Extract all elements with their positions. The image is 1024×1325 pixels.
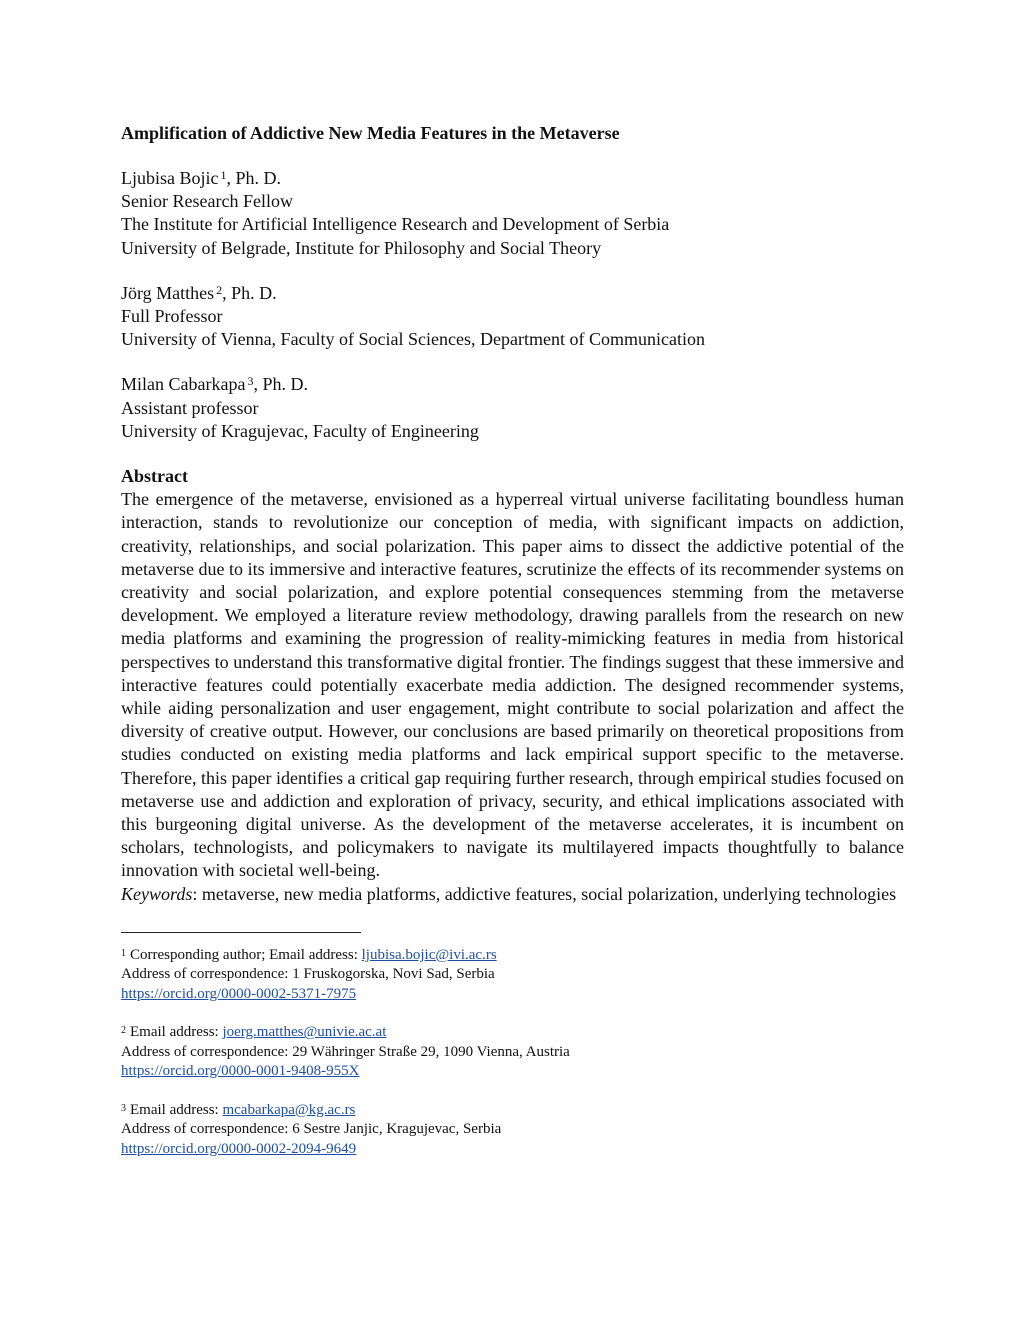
author-block <box>121 282 904 352</box>
orcid-link[interactable]: https://orcid.org/0000-0001-9408-955X <box>121 1063 360 1080</box>
author-affiliation: University of Kragujevac, Faculty of Engineering <box>121 420 479 441</box>
author-position: Assistant professor <box>121 397 259 418</box>
footnote-number: 3 <box>121 1102 126 1114</box>
author-name-line <box>121 373 904 396</box>
email-link[interactable]: joerg.matthes@univie.ac.at <box>222 1024 387 1041</box>
footnote-email-prefix: Email address: <box>130 1101 223 1118</box>
orcid-link[interactable]: https://orcid.org/0000-0002-5371-7975 <box>121 985 357 1002</box>
author-degree: , Ph. D. <box>222 282 277 303</box>
keywords-label: Keywords <box>121 883 193 904</box>
author-affiliation: University of Belgrade, Institute for Philosophy and Social Theory <box>121 237 602 258</box>
orcid-link[interactable]: https://orcid.org/0000-0002-2094-9649 <box>121 1140 357 1157</box>
footnote-email-line <box>121 946 904 966</box>
keywords-text: : metaverse, new media platforms, addictive features, social polarization, underlying technologies <box>192 883 897 904</box>
footnote <box>121 1023 904 1082</box>
author-name: Ljubisa Bojic <box>121 168 219 188</box>
paper-page <box>121 121 904 1178</box>
author-position: Full Professor <box>121 306 223 327</box>
author-degree: , Ph. D. <box>253 374 308 395</box>
author-footnote-ref: 2 <box>216 282 223 297</box>
email-link[interactable]: ljubisa.bojic@ivi.ac.rs <box>361 946 497 963</box>
footnote-address: Address of correspondence: 1 Fruskogorska, Novi Sad, Serbia <box>121 966 495 983</box>
footnote-address: Address of correspondence: 6 Sestre Janjic, Kragujevac, Serbia <box>121 1121 502 1138</box>
author-position: Senior Research Fellow <box>121 191 293 212</box>
footnote-email-prefix: Corresponding author; Email address: <box>130 946 362 963</box>
abstract-heading: Abstract <box>121 466 188 487</box>
email-link[interactable]: mcabarkapa@kg.ac.rs <box>222 1101 356 1118</box>
author-footnote-ref: 3 <box>247 374 254 389</box>
author-affiliation: The Institute for Artificial Intelligence Research and Development of Serbia <box>121 214 670 235</box>
keywords <box>121 883 904 906</box>
author-name-line <box>121 167 904 190</box>
author-name: Jörg Matthes <box>121 282 215 303</box>
footnote <box>121 1101 904 1160</box>
paper-title: Amplification of Addictive New Media Features in the Metaverse <box>121 123 620 143</box>
author-footnote-ref: 1 <box>220 168 227 182</box>
author-degree: , Ph. D. <box>226 168 282 188</box>
author-affiliation: University of Vienna, Faculty of Social Sciences, Department of Communication <box>121 329 705 350</box>
footnote <box>121 946 904 1005</box>
footnote-email-line <box>121 1023 904 1043</box>
author-block <box>121 167 904 260</box>
footnote-address: Address of correspondence: 29 Währinger Straße 29, 1090 Vienna, Austria <box>121 1043 570 1060</box>
author-name: Milan Cabarkapa <box>121 374 246 395</box>
footnote-email-prefix: Email address: <box>130 1024 223 1041</box>
footnote-divider <box>121 932 361 933</box>
footnote-number: 1 <box>121 947 126 959</box>
author-name-line <box>121 282 904 305</box>
footnote-number: 2 <box>121 1025 126 1037</box>
abstract-body: The emergence of the metaverse, envisioned as a hyperreal virtual universe facilitating boundless human interaction, stands to revolutionize our conception of media, with significant impacts on addiction, creativity, relationships, and social polarization. This paper aims to dissect the addictive potential of the metaverse due to its immersive and interactive features, scrutinize the effects of its recommender systems on creativity and social polarization, and explore potential consequences stemming from the metaverse development. We employed a literature review methodology, drawing parallels from the research on new media platforms and examining the progression of reality-mimicking features in media from historical perspectives to understand this transformative digital frontier. The findings suggest that these immersive and interactive features could potentially exacerbate media addiction. The designed recommender systems, while aiding personalization and user engagement, might contribute to social polarization and affect the diversity of creative output. However, our conclusions are based primarily on theoretical propositions from studies conducted on existing media platforms and lack empirical support specific to the metaverse. Therefore, this paper identifies a critical gap requiring further research, through empirical studies focused on metaverse use and addiction and exploration of privacy, security, and ethical implications associated with this burgeoning digital universe. As the development of the metaverse accelerates, it is incumbent on scholars, technologists, and policymakers to navigate its multilayered impacts thoughtfully to balance innovation with societal well-being. <box>121 489 904 881</box>
footnote-email-line <box>121 1101 904 1121</box>
author-block <box>121 373 904 443</box>
